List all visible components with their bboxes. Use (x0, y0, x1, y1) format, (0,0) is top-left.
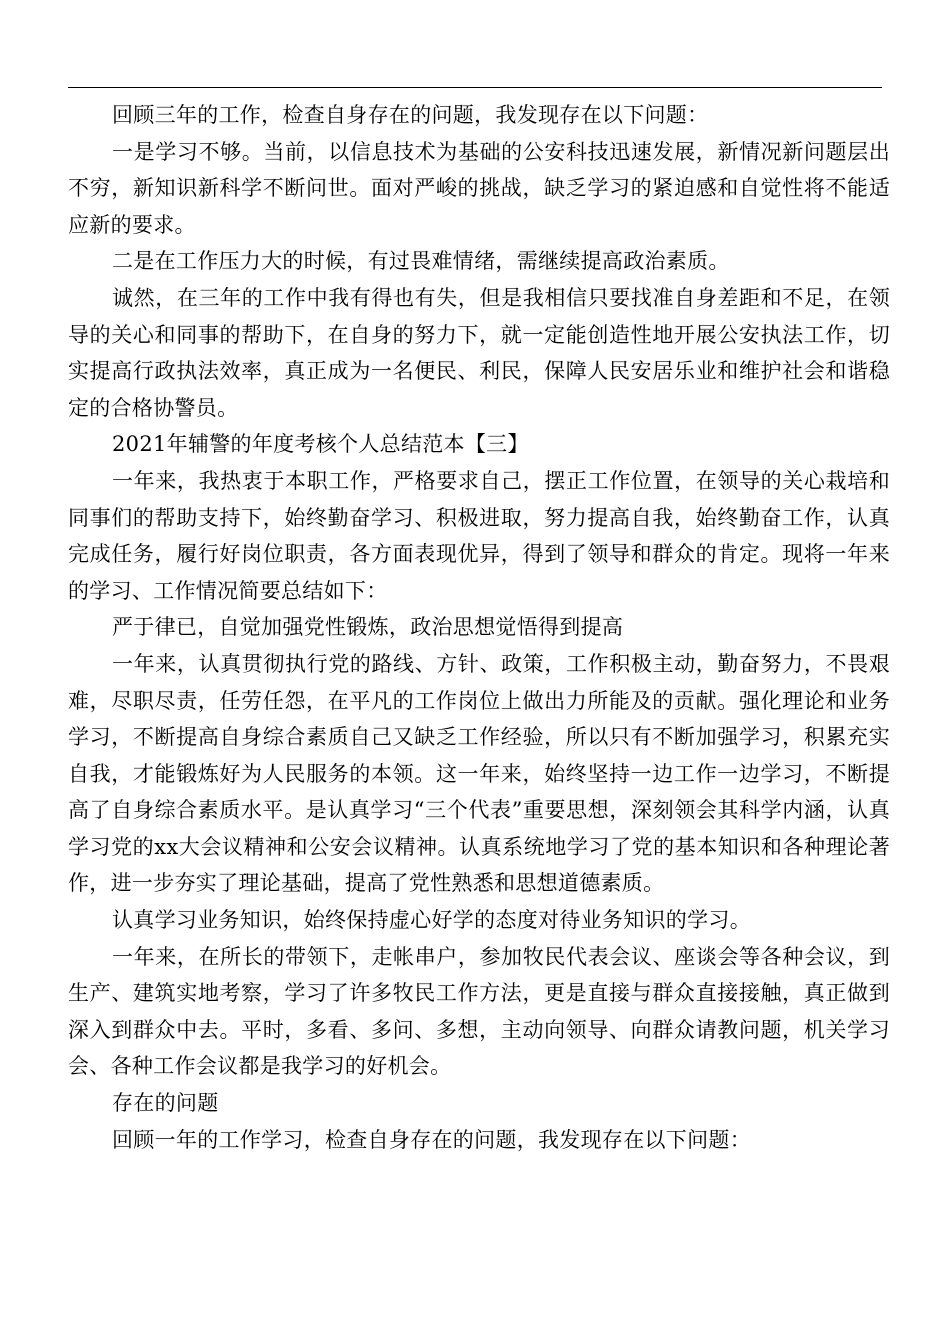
subheading: 存在的问题 (112, 1091, 219, 1116)
paragraph: 二是在工作压力大的时候，有过畏难情绪，需继续提高政治素质。 (112, 249, 730, 274)
subheading: 严于律已，自觉加强党性锻炼，政治思想觉悟得到提高 (112, 615, 624, 640)
paragraph: 一年来，我热衷于本职工作，严格要求自己，摆正工作位置，在领导的关心栽培和同事们的帮助支持下，始终勤奋学习、积极进取，努力提高自我，始终勤奋工作，认真完成任务，履行好岗位职责，各方面表现优异，得到了领导和群众的肯定。现将一年来的学习、工作情况简要总结如下： (68, 468, 890, 603)
paragraph: 一年来，在所长的带领下，走帐串户，参加牧民代表会议、座谈会等各种会议，到生产、建筑实地考察，学习了许多牧民工作方法，更是直接与群众直接接触，真正做到深入到群众中去。平时，多看、多问、多想，主动向领导、向群众请教问题，机关学习会、各种工作会议都是我学习的好机会。 (68, 944, 890, 1079)
header-rule (68, 87, 882, 88)
paragraph: 回顾三年的工作，检查自身存在的问题，我发现存在以下问题： (112, 103, 709, 127)
paragraph: 一是学习不够。当前，以信息技术为基础的公安科技迅速发展，新情况新问题层出不穷，新知识新科学不断问世。面对严峻的挑战，缺乏学习的紧迫感和自觉性将不能适应新的要求。 (68, 139, 890, 237)
section-heading: 2021年辅警的年度考核个人总结范本【三】 (112, 432, 529, 457)
paragraph: 一年来，认真贯彻执行党的路线、方针、政策，工作积极主动，勤奋努力，不畏艰难，尽职尽责，任劳任怨，在平凡的工作岗位上做出力所能及的贡献。强化理论和业务学习，不断提高自身综合素质自己又缺乏工作经验，所以只有不断加强学习，积累充实自我，才能锻炼好为人民服务的本领。这一年来，始终坚持一边工作一边学习，不断提高了自身综合素质水平。是认真学习“三个代表”重要思想，深刻领会其科学内涵，认真学习党的xx大会议精神和公安会议精神。认真系统地学习了党的基本知识和各种理论著作，进一步夯实了理论基础，提高了党性熟悉和思想道德素质。 (68, 651, 890, 896)
document-body (68, 97, 890, 1158)
subheading: 认真学习业务知识，始终保持虚心好学的态度对待业务知识的学习。 (112, 908, 751, 933)
paragraph: 诚然，在三年的工作中我有得也有失，但是我相信只要找准自身差距和不足，在领导的关心和同事的帮助下，在自身的努力下，就一定能创造性地开展公安执法工作，切实提高行政执法效率，真正成为一名便民、利民，保障人民安居乐业和维护社会和谐稳定的合格协警员。 (68, 285, 890, 420)
paragraph: 回顾一年的工作学习，检查自身存在的问题，我发现存在以下问题： (112, 1127, 751, 1152)
